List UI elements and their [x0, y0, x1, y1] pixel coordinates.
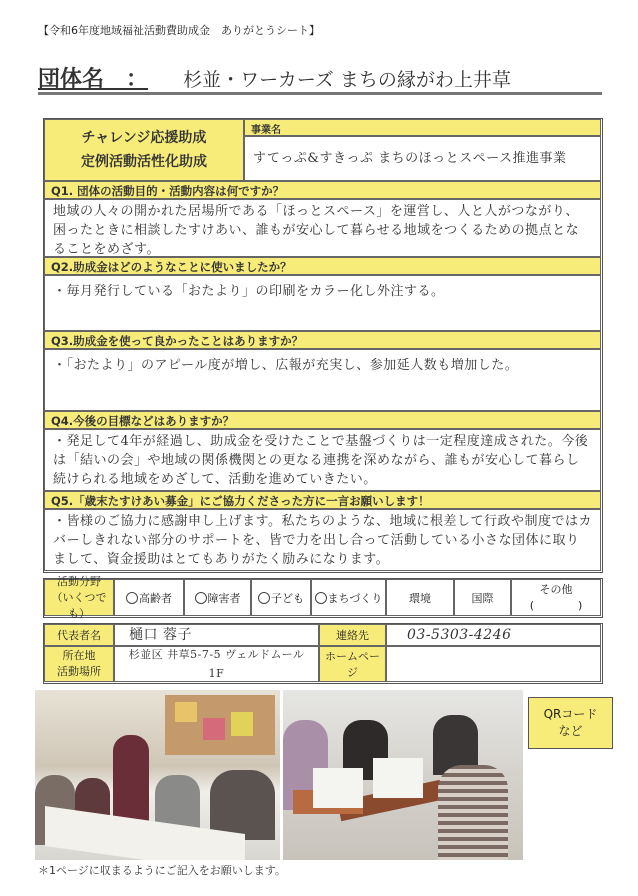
organization-label: 団体名 ： [38, 67, 149, 92]
field-other-label: その他 [539, 582, 573, 596]
field-label: まちづくり [327, 591, 383, 605]
qr-code-placeholder [528, 697, 613, 749]
address-label-line1: 所在地 [62, 649, 96, 662]
field-elderly[interactable] [114, 579, 184, 616]
check-circle-icon [195, 592, 207, 604]
homepage-label: ホームページ [319, 646, 386, 682]
questionnaire-table [43, 118, 603, 573]
project-name: すてっぷ&すきっぷ まちのほっとスペース推進事業 [244, 136, 601, 181]
sheet-header: 【令和6年度地域福祉活動費助成金 ありがとうシート】 [38, 24, 320, 37]
qr-label-line1: QRコード [543, 707, 598, 721]
field-disability[interactable] [184, 579, 251, 616]
organization-name: 杉並・ワーカーズ まちの縁がわ上井草 [183, 69, 511, 91]
q3-heading: Q3.助成金を使って良かったことはありますか？ [44, 331, 601, 349]
field-label: 子ども [271, 591, 304, 605]
address-label-line2: 活動場所 [57, 665, 101, 678]
q5-answer: ・皆様のご協力に感謝申し上げます。私たちのような、地域に根差して行政や制度ではカバーしきれない部分のサポートを、皆で力を出し合って活動している小さな団体に取りまして、資金援助はとてもありがたく励みになります。 [44, 509, 601, 571]
q4-heading: Q4.今後の目標などはありますか？ [44, 411, 601, 429]
grant-type-challenge: チャレンジ応援助成 [81, 130, 207, 146]
field-label: 環境 [409, 591, 431, 605]
activity-fields-label [44, 574, 114, 620]
homepage-value [386, 646, 601, 682]
field-other[interactable] [511, 579, 601, 616]
q2-answer: ・毎月発行している「おたより」の印刷をカラー化し外注する。 [44, 275, 601, 331]
representative-label: 代表者名 [44, 624, 114, 646]
activity-fields-title: 活動分野 [57, 574, 101, 588]
q2-heading: Q2.助成金はどのようなことに使いましたか？ [44, 257, 601, 275]
contact-table [43, 623, 603, 684]
check-circle-icon [258, 592, 270, 604]
activity-fields-note: （いくつでも） [51, 590, 107, 620]
field-children[interactable] [251, 579, 311, 616]
check-circle-icon [126, 592, 138, 604]
activity-fields-row [43, 574, 603, 620]
field-label: 国際 [471, 591, 494, 605]
address-label [44, 646, 114, 682]
address-value: 杉並区 井草5-7-5 ヴェルドムール1F [114, 646, 319, 682]
representative-name: 樋口 蓉子 [114, 624, 319, 646]
field-environment[interactable] [386, 579, 454, 616]
phone-label: 連絡先 [319, 624, 386, 646]
activity-photo-card-game [35, 690, 280, 860]
grant-type-cell [44, 119, 244, 181]
footer-note: ＊1ページに収まるようにご記入をお願いします。 [38, 864, 286, 877]
field-label: 高齢者 [139, 591, 172, 605]
project-label: 事業名 [244, 119, 601, 136]
qr-label-line2: など [558, 724, 583, 738]
field-label: 障害者 [207, 591, 241, 605]
check-circle-icon [315, 592, 327, 604]
field-international[interactable] [454, 579, 511, 616]
activity-photo-music [283, 690, 523, 860]
field-other-value: ( ) [529, 598, 583, 612]
q4-answer: ・発足して4年が経過し、助成金を受けたことで基盤づくりは一定程度達成された。今後は「結いの会」や地域の関係機関との更なる連携を深めながら、誰もが安心して暮らし続けられる地域をめざして、活動を進めていきたい。 [44, 429, 601, 491]
grant-type-regular: 定例活動活性化助成 [81, 154, 207, 170]
organization-line [38, 62, 602, 95]
q1-answer: 地域の人々の開かれた居場所である「ほっとスペース」を運営し、人と人がつながり、困ったときに相談したすけあい、誰もが安心して暮らせる地域をつくるための拠点となることをめざす。 [44, 199, 601, 257]
phone-number: 03-5303-4246 [386, 624, 601, 646]
field-community[interactable] [311, 579, 386, 616]
q5-heading: Q5.「歳末たすけあい募金」にご協力くださった方に一言お願いします！ [44, 491, 601, 509]
q3-answer: ・「おたより」のアピール度が増し、広報が充実し、参加延人数も増加した。 [44, 349, 601, 411]
q1-heading: Q1. 団体の活動目的・活動内容は何ですか？ [44, 181, 601, 199]
